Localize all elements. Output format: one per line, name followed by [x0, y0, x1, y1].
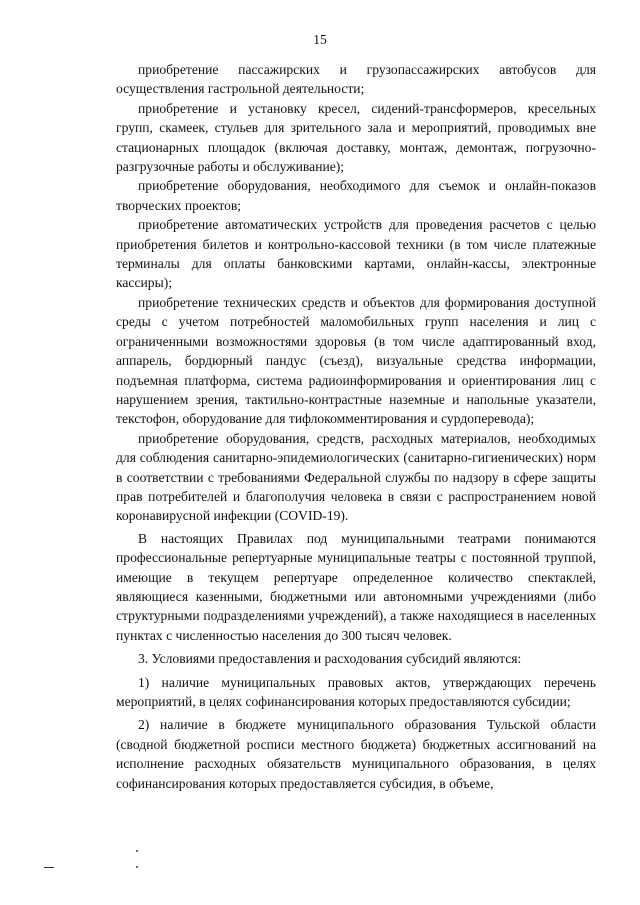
paragraph-condition-2: 2) наличие в бюджете муниципального образования Тульской области (сводной бюджетной росписи местного бюджета) бюджетных ассигнований на исполнение расходных обязательств муниципального образования, в целях софинансирования которых предоставляется субсидия, в объеме,: [116, 717, 596, 791]
paragraph-seating: приобретение и установку кресел, сидений-трансформеров, кресельных групп, скамеек, стульев для зрительного зала и мероприятий, проводимых вне стационарных площадок (включая доставку, монтаж, демонтаж, погрузочно-разгрузочные работы и обслуживание);: [116, 100, 596, 175]
scan-mark-dot: [136, 850, 138, 852]
paragraph-conditions-heading: 3. Условиями предоставления и расходования субсидий являются:: [138, 651, 522, 667]
paragraph-condition-1: 1) наличие муниципальных правовых актов, утверждающих перечень мероприятий, в целях софинансирования которых предоставляются субсидии;: [116, 674, 596, 709]
page-number: 15: [313, 32, 327, 47]
paragraph-buses: приобретение пассажирских и грузопассажирских автобусов для осуществления гастрольной деятельности;: [116, 62, 596, 97]
document-body: [116, 60, 596, 793]
paragraph-sanitary-equipment: приобретение оборудования, средств, расходных материалов, необходимых для соблюдения санитарно-эпидемиологических (санитарно-гигиенических) норм в соответствии с требованиями Федеральной службы по надзору в сфере защиты прав потребителей и благополучия человека в связи с распространением новой коронавирусной инфекции (COVID-19).: [116, 430, 596, 524]
scan-mark-dash: [44, 867, 54, 868]
paragraph-filming-equipment: приобретение оборудования, необходимого для съемок и онлайн-показов творческих проектов;: [116, 178, 596, 213]
paragraph-accessible-environment: приобретение технических средств и объектов для формирования доступной среды с учетом потребностей маломобильных групп населения и лиц с ограниченными возможностями здоровья (в том числе адаптированный вход, аппарель, бордюрный пандус (съезд), визуальные средства информации, подъемная платформа, система радиоинформирования и ориентирования лиц с нарушением зрения, тактильно-контрастные наземные и напольные указатели, текстофон, оборудование для тифлокомментирования и сурдоперевода);: [116, 294, 596, 427]
paragraph-payment-devices: приобретение автоматических устройств для проведения расчетов с целью приобретения билетов и контрольно-кассовой техники (в том числе платежные терминалы для оплаты банковскими картами, онлайн-кассы, электронные кассиры);: [116, 217, 596, 291]
paragraph-municipal-theatres-definition: В настоящих Правилах под муниципальными театрами понимаются профессиональные репертуарные муниципальные театры с постоянной труппой, имеющие в текущем репертуаре определенное количество спектаклей, являющиеся казенными, бюджетными или автономными учреждениями (либо структурными подразделениями учреждений), а также находящиеся в населенных пунктах с численностью населения до 300 тысяч человек.: [116, 530, 596, 643]
scan-mark-dot: [136, 866, 138, 868]
